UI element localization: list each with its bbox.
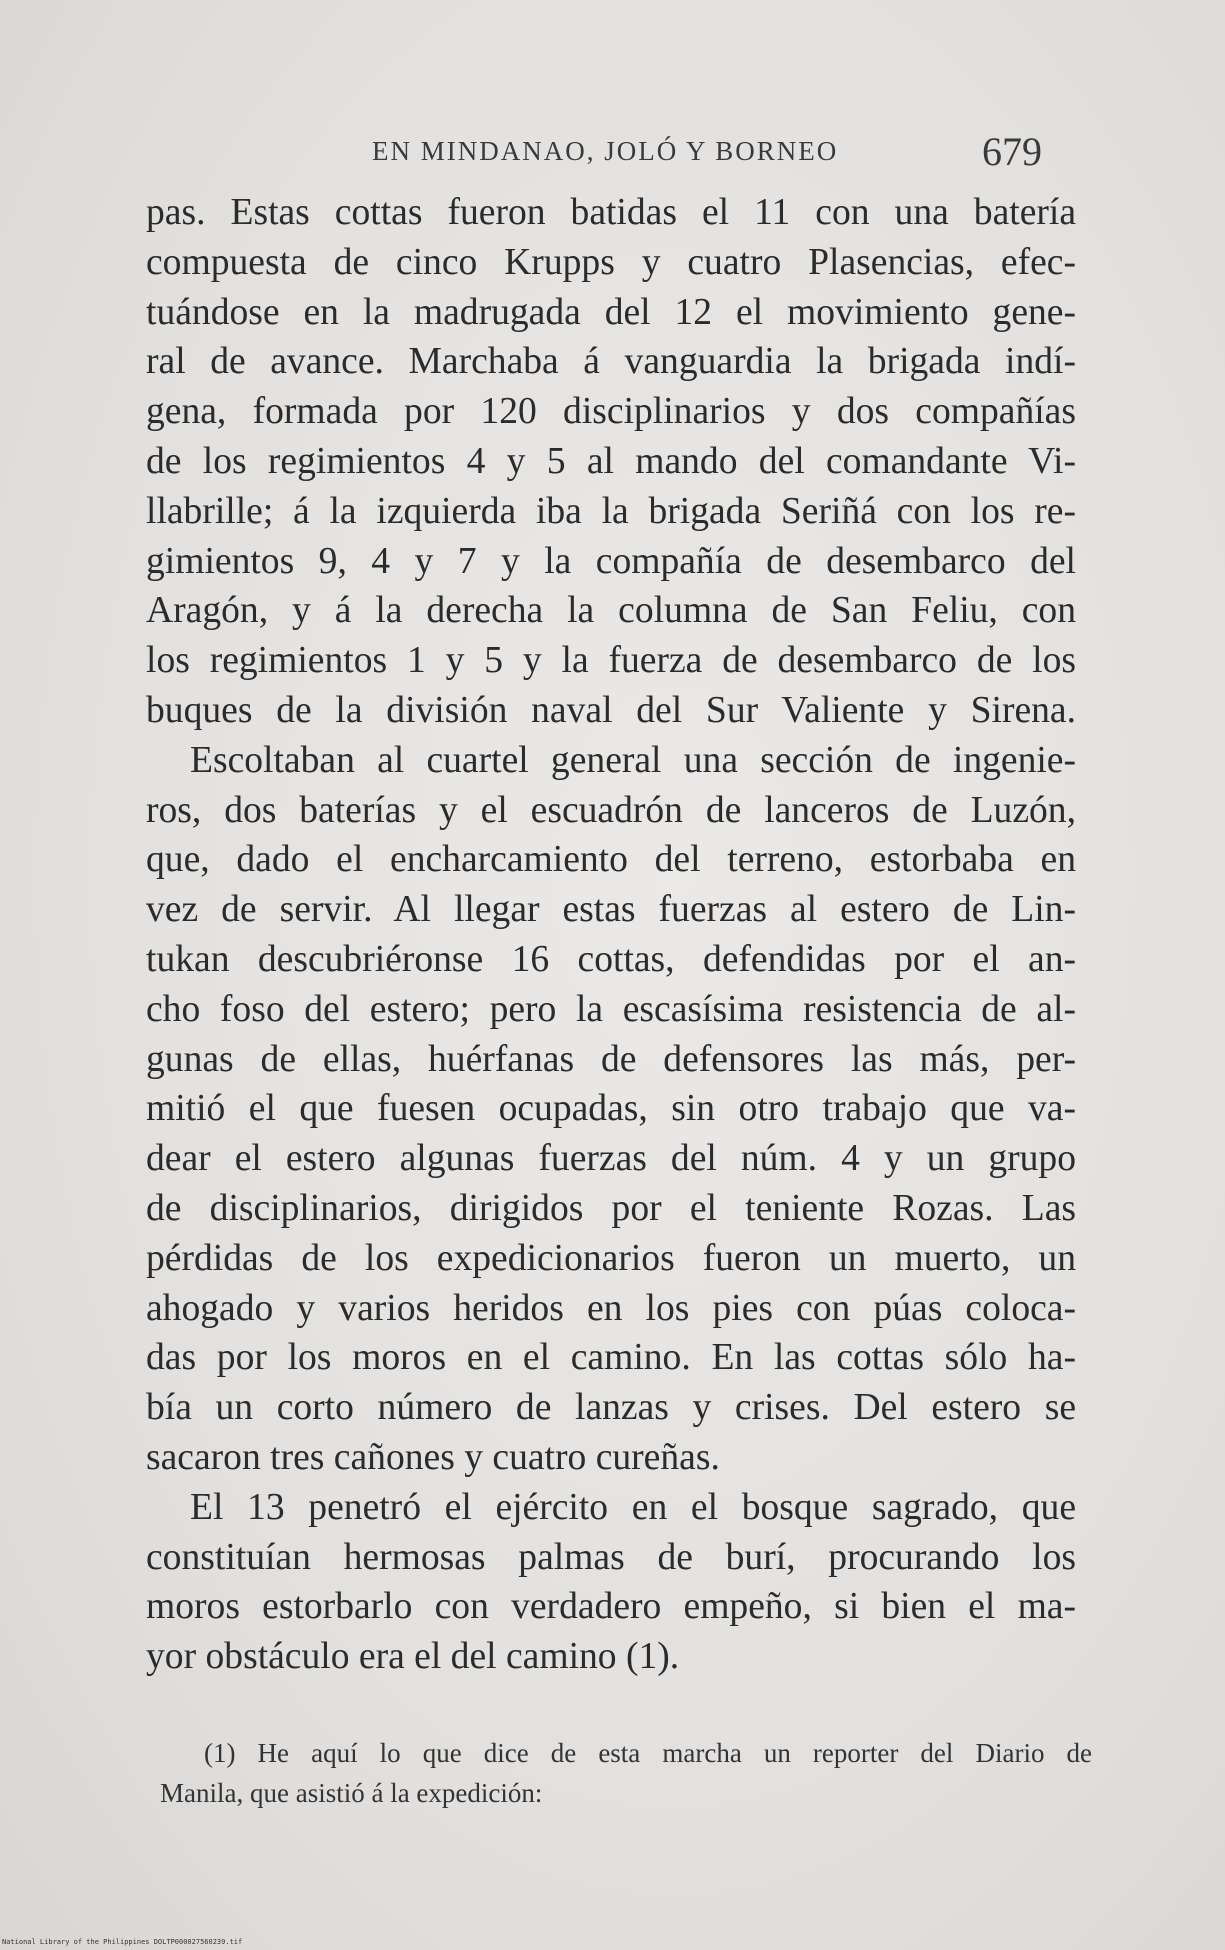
text-line: llabrille; á la izquierda iba la brigada Seriñá con los re- xyxy=(146,490,1076,532)
text-line: pas. Estas cottas fueron batidas el 11 con una batería xyxy=(146,192,1076,233)
text-line: ral de avance. Marchaba á vanguardia la brigada indí- xyxy=(146,341,1076,383)
text-line: Aragón, y á la derecha la columna de San Feliu, con xyxy=(146,590,1076,632)
text-line: Escoltaban al cuartel general una sección de ingenie- xyxy=(190,739,1076,781)
text-line: bía un corto número de lanzas y crises. Del estero se xyxy=(146,1387,1076,1429)
text-line: que, dado el encharcamiento del terreno, estorbaba en xyxy=(146,839,1076,881)
page-header xyxy=(372,128,1092,174)
text-line: pérdidas de los expedicionarios fueron un muerto, un xyxy=(146,1237,1076,1279)
body-text xyxy=(146,188,1076,1682)
text-line: de los regimientos 4 y 5 al mando del comandante Vi- xyxy=(146,440,1076,482)
text-line: yor obstáculo era el del camino (1). xyxy=(146,1636,680,1678)
footnote-line: Manila, que asistió á la expedición: xyxy=(160,1778,543,1808)
text-line: dear el estero algunas fuerzas del núm. 4 y un grupo xyxy=(146,1138,1076,1180)
text-line: buques de la división naval del Sur Valiente y Sirena. xyxy=(146,689,1076,731)
text-line: de disciplinarios, dirigidos por el teniente Rozas. Las xyxy=(146,1187,1076,1229)
text-line: gena, formada por 120 disciplinarios y dos compañías xyxy=(146,391,1076,433)
text-line: los regimientos 1 y 5 y la fuerza de desembarco de los xyxy=(146,640,1076,682)
text-line: cho foso del estero; pero la escasísima resistencia de al- xyxy=(146,988,1076,1030)
running-head: EN MINDANAO, JOLÓ Y BORNEO xyxy=(372,136,839,166)
text-line: tukan descubriéronse 16 cottas, defendidas por el an- xyxy=(146,938,1076,980)
text-line: moros estorbarlo con verdadero empeño, si bien el ma- xyxy=(146,1586,1076,1628)
text-line: ahogado y varios heridos en los pies con púas coloca- xyxy=(146,1287,1076,1329)
footnote-line: (1) He aquí lo que dice de esta marcha un reporter del Diario de xyxy=(204,1738,1092,1768)
text-line: tuándose en la madrugada del 12 el movimiento gene- xyxy=(146,291,1076,333)
text-line: vez de servir. Al llegar estas fuerzas al estero de Lin- xyxy=(146,889,1076,931)
text-line: das por los moros en el camino. En las cottas sólo ha- xyxy=(146,1337,1076,1379)
page-number: 679 xyxy=(982,129,1042,174)
text-line: constituían hermosas palmas de burí, procurando los xyxy=(146,1536,1076,1578)
text-line: compuesta de cinco Krupps y cuatro Plasencias, efec- xyxy=(146,241,1076,283)
text-line: ros, dos baterías y el escuadrón de lanceros de Luzón, xyxy=(146,789,1076,831)
text-line: sacaron tres cañones y cuatro cureñas. xyxy=(146,1436,720,1478)
footnote xyxy=(160,1733,1092,1813)
text-line: El 13 penetró el ejército en el bosque sagrado, que xyxy=(190,1486,1076,1528)
text-line: mitió el que fuesen ocupadas, sin otro trabajo que va- xyxy=(146,1088,1076,1130)
text-line: gunas de ellas, huérfanas de defensores las más, per- xyxy=(146,1038,1076,1080)
scan-imprint: National Library of the Philippines DOLTP000027560239.tif xyxy=(2,1938,243,1946)
text-line: gimientos 9, 4 y 7 y la compañía de desembarco del xyxy=(146,540,1076,582)
